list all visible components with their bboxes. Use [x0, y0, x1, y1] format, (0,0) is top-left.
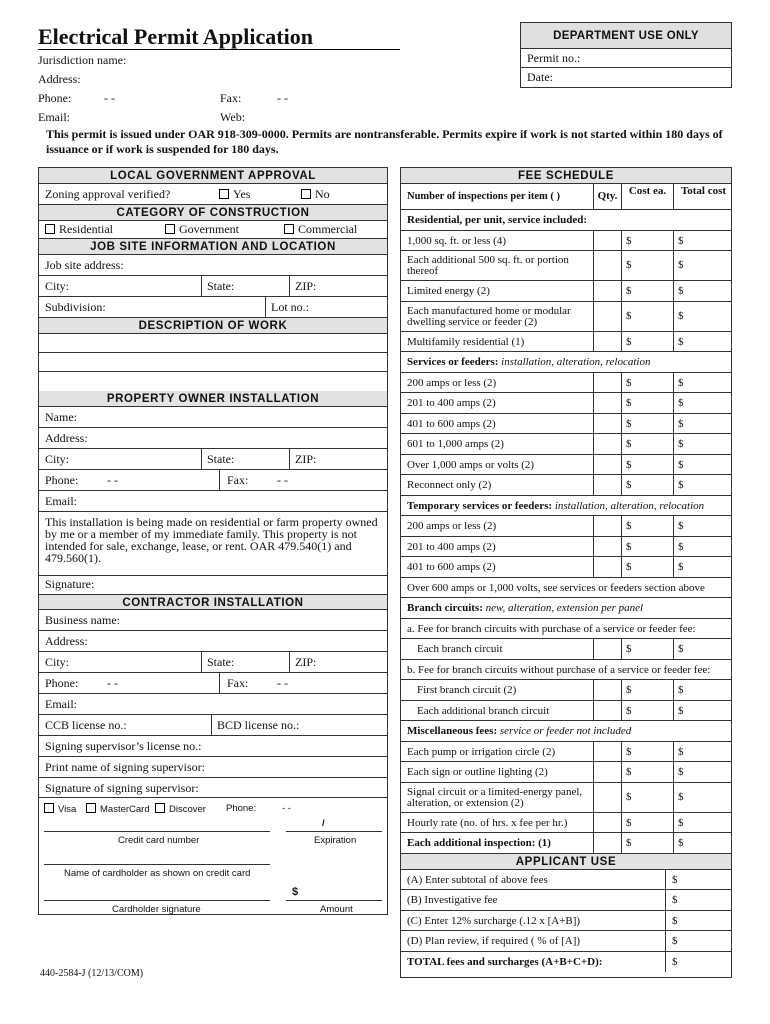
cost-field[interactable]: $: [621, 537, 673, 557]
job-city-field[interactable]: City:: [45, 279, 70, 293]
phone-dashes: - -: [104, 91, 115, 105]
owner-fax-field[interactable]: Fax:: [227, 473, 249, 487]
qty-field[interactable]: [593, 537, 621, 557]
cost-field[interactable]: $: [621, 639, 673, 659]
cost-field[interactable]: $: [621, 281, 673, 301]
contractor-phone-row: [39, 673, 387, 694]
fax-dashes: - -: [277, 91, 288, 105]
fee-row: [401, 833, 731, 854]
cost-field[interactable]: $: [621, 762, 673, 782]
fee-label: 201 to 400 amps (2): [407, 397, 496, 409]
fee-label: Reconnect only (2): [407, 479, 492, 491]
cardholder-signature-label: Cardholder signature: [112, 904, 201, 915]
contractor-phone-dashes: - -: [107, 676, 118, 690]
applicant-a-label: (A) Enter subtotal of above fees: [407, 873, 548, 886]
form-number: 440-2584-J (12/13/COM): [40, 968, 144, 979]
qty-field[interactable]: [593, 414, 621, 434]
applicant-d-field[interactable]: $: [665, 931, 678, 951]
applicant-total-field[interactable]: $: [665, 952, 678, 973]
fee-row: [401, 393, 731, 414]
residential-label: Residential: [59, 222, 113, 236]
fee-label: 1,000 sq. ft. or less (4): [407, 234, 506, 247]
property-owner-installation-heading: PROPERTY OWNER INSTALLATION: [39, 391, 387, 407]
fee-row: [401, 639, 731, 660]
amount-label: Amount: [320, 904, 353, 915]
cost-field[interactable]: $: [621, 742, 673, 762]
applicant-row-b: [401, 890, 731, 911]
government-label: Government: [179, 222, 239, 236]
permit-no-field[interactable]: Permit no.:: [521, 49, 731, 68]
job-city-row: [39, 276, 387, 297]
subdivision-field[interactable]: Subdivision:: [45, 300, 106, 314]
subdivision-row: [39, 297, 387, 318]
applicant-d-label: (D) Plan review, if required ( % of [A]): [407, 935, 581, 947]
applicant-b-label: (B) Investigative fee: [407, 894, 498, 906]
signature-supervisor-field[interactable]: Signature of signing supervisor:: [45, 781, 199, 795]
fee-label: Each pump or irrigation circle (2): [407, 745, 556, 758]
card-phone-label: Phone:: [226, 803, 257, 814]
branch-heading: [401, 598, 731, 619]
job-state-field[interactable]: State:: [207, 279, 235, 293]
jurisdiction-label: Jurisdiction name:: [38, 53, 127, 67]
cost-field[interactable]: $: [621, 434, 673, 454]
qty-field[interactable]: [593, 639, 621, 659]
owner-phone-field[interactable]: Phone:: [45, 473, 79, 487]
card-phone-dashes: - -: [282, 803, 291, 814]
fee-row: [401, 475, 731, 496]
fee-schedule: [400, 167, 732, 978]
cost-field[interactable]: $: [621, 516, 673, 536]
total-field[interactable]: $: [673, 434, 733, 454]
email-label: Email:: [38, 110, 70, 124]
fee-columns-header: [401, 184, 731, 210]
no-label: No: [315, 187, 330, 201]
fee-row: [401, 783, 731, 813]
misc-heading: [401, 721, 731, 742]
cardholder-signature-line[interactable]: [44, 900, 270, 901]
qty-field[interactable]: [593, 701, 621, 721]
web-label: Web:: [220, 110, 246, 124]
fee-label: Over 1,000 amps or volts (2): [407, 458, 535, 471]
contractor-state-field[interactable]: State:: [207, 655, 235, 669]
fee-schedule-heading: FEE SCHEDULE: [401, 168, 731, 184]
qty-field[interactable]: [593, 833, 621, 853]
branch-heading-sub: new, alteration, extension per panel: [485, 602, 644, 614]
residential-option[interactable]: [45, 221, 113, 238]
total-field[interactable]: $: [673, 231, 733, 251]
total-field[interactable]: $: [673, 332, 733, 352]
branch-a-label: a. Fee for branch circuits with purchase of a service or feeder fee:: [401, 619, 731, 640]
expiration-label: Expiration: [314, 835, 357, 846]
amount-line[interactable]: [286, 900, 382, 901]
owner-address-field[interactable]: Address:: [39, 428, 387, 449]
total-field[interactable]: $: [673, 680, 733, 700]
fee-label: Each branch circuit: [417, 643, 503, 655]
cost-field[interactable]: $: [621, 783, 673, 812]
cost-field[interactable]: $: [621, 833, 673, 853]
qty-field[interactable]: [593, 281, 621, 301]
phone-label: Phone:: [38, 91, 72, 105]
commercial-option[interactable]: [284, 221, 357, 238]
applicant-a-field[interactable]: $: [665, 870, 678, 890]
ccb-license-field[interactable]: CCB license no.:: [45, 718, 127, 732]
expiration-line[interactable]: [286, 831, 382, 832]
yes-label: Yes: [233, 187, 251, 201]
cost-field[interactable]: $: [621, 813, 673, 833]
no-checkbox[interactable]: [301, 189, 311, 199]
description-line[interactable]: [39, 372, 387, 391]
qty-field[interactable]: [593, 742, 621, 762]
owner-name-field[interactable]: Name:: [39, 407, 387, 428]
cost-field[interactable]: $: [621, 393, 673, 413]
fee-label: Multifamily residential (1): [407, 335, 525, 348]
temporary-note: Over 600 amps or 1,000 volts, see services or feeders section above: [401, 578, 731, 599]
fee-label: Each manufactured home or modular dwelling service or feeder (2): [407, 305, 571, 328]
qty-field[interactable]: [593, 302, 621, 331]
fee-row: [401, 231, 731, 252]
col-qty-label: Qty.: [593, 184, 621, 209]
qty-field[interactable]: [593, 231, 621, 251]
qty-field[interactable]: [593, 475, 621, 495]
business-name-field[interactable]: Business name:: [39, 610, 387, 631]
job-site-address-field[interactable]: Job site address:: [39, 255, 387, 276]
applicant-use-heading: APPLICANT USE: [401, 854, 731, 870]
commercial-label: Commercial: [298, 222, 358, 236]
temporary-heading: [401, 496, 731, 517]
lot-no-field[interactable]: Lot no.:: [271, 300, 309, 314]
fee-row: [401, 557, 731, 578]
qty-field[interactable]: [593, 251, 621, 280]
qty-field[interactable]: [593, 434, 621, 454]
cost-field[interactable]: $: [621, 680, 673, 700]
contractor-fax-field[interactable]: Fax:: [227, 676, 249, 690]
qty-field[interactable]: [593, 393, 621, 413]
applicant-row-total: [401, 952, 731, 973]
department-use-box: [520, 22, 732, 88]
total-field[interactable]: $: [673, 373, 733, 393]
applicant-total-label: TOTAL fees and surcharges (A+B+C+D):: [407, 955, 603, 968]
total-field[interactable]: $: [673, 455, 733, 475]
owner-email-field[interactable]: Email:: [39, 491, 387, 512]
total-field[interactable]: $: [673, 639, 733, 659]
cc-number-line[interactable]: [44, 831, 270, 832]
fee-label: 200 amps or less (2): [407, 520, 497, 532]
fee-label: 401 to 600 amps (2): [407, 561, 496, 573]
signing-supervisor-license-field[interactable]: Signing supervisor’s license no.:: [39, 736, 387, 757]
contractor-fax-dashes: - -: [277, 676, 288, 690]
fee-label: 201 to 400 amps (2): [407, 540, 496, 553]
contractor-city-row: [39, 652, 387, 673]
total-field[interactable]: $: [673, 833, 733, 853]
cardholder-name-line[interactable]: [44, 864, 270, 865]
total-field[interactable]: $: [673, 762, 733, 782]
fee-label: Each additional 500 sq. ft. or portion thereof: [407, 255, 569, 277]
yes-checkbox[interactable]: [219, 189, 229, 199]
description-line[interactable]: [39, 353, 387, 372]
visa-checkbox[interactable]: [44, 803, 54, 813]
cost-field[interactable]: $: [621, 302, 673, 331]
fee-row: [401, 742, 731, 763]
mastercard-checkbox[interactable]: [86, 803, 96, 813]
cc-number-label: Credit card number: [118, 835, 200, 846]
qty-field[interactable]: [593, 332, 621, 352]
total-field[interactable]: $: [673, 813, 733, 833]
zoning-label: Zoning approval verified?: [45, 187, 171, 201]
qty-field[interactable]: [593, 557, 621, 577]
col-cost-label: Cost ea.: [621, 184, 673, 209]
commercial-checkbox[interactable]: [284, 224, 294, 234]
fee-label: First branch circuit (2): [417, 684, 517, 696]
misc-heading-label: Miscellaneous fees:: [407, 725, 498, 737]
total-field[interactable]: $: [673, 281, 733, 301]
fax-label: Fax:: [220, 91, 242, 105]
total-field[interactable]: $: [673, 393, 733, 413]
fee-row: [401, 701, 731, 722]
misc-heading-sub: service or feeder not included: [499, 725, 632, 737]
services-heading-sub: installation, alteration, relocation: [501, 356, 651, 368]
total-field[interactable]: $: [673, 537, 733, 557]
title-rule: [38, 49, 400, 50]
owner-statement: This installation is being made on residential or farm property owned by me or a member of my immediate family. This property is not intended for sale, exchange, lease, or rent. OAR 479.540(1) and 479.560(1).: [39, 512, 387, 576]
zoning-row: [39, 184, 387, 205]
total-field[interactable]: $: [673, 783, 733, 812]
owner-phone-row: [39, 470, 387, 491]
contractor-phone-field[interactable]: Phone:: [45, 676, 79, 690]
branch-heading-label: Branch circuits:: [407, 602, 483, 614]
services-heading-label: Services or feeders:: [407, 356, 499, 368]
fee-row: [401, 813, 731, 834]
fee-row: [401, 516, 731, 537]
qty-field[interactable]: [593, 455, 621, 475]
total-field[interactable]: $: [673, 557, 733, 577]
department-use-heading: DEPARTMENT USE ONLY: [521, 23, 731, 49]
owner-state-field[interactable]: State:: [207, 452, 235, 466]
fee-row: [401, 455, 731, 476]
fee-row: [401, 537, 731, 558]
zoning-no-option[interactable]: [301, 184, 330, 204]
total-field[interactable]: $: [673, 251, 733, 280]
qty-field[interactable]: [593, 813, 621, 833]
applicant-row-d: [401, 931, 731, 952]
date-field[interactable]: Date:: [527, 70, 553, 84]
services-heading: [401, 352, 731, 373]
fee-label: Signal circuit or a limited-energy panel, alteration, or extension (2): [407, 786, 583, 809]
fee-row: [401, 434, 731, 455]
total-field[interactable]: $: [673, 302, 733, 331]
government-checkbox[interactable]: [165, 224, 175, 234]
fee-label: Limited energy (2): [407, 285, 490, 297]
cost-field[interactable]: $: [621, 557, 673, 577]
owner-signature-field[interactable]: Signature:: [45, 577, 95, 591]
contractor-address-field[interactable]: Address:: [39, 631, 387, 652]
cost-field[interactable]: $: [621, 455, 673, 475]
total-field[interactable]: $: [673, 701, 733, 721]
cost-field[interactable]: $: [621, 231, 673, 251]
discover-label: Discover: [169, 804, 206, 815]
applicant-row-c: [401, 911, 731, 932]
contractor-zip-field[interactable]: ZIP:: [295, 655, 317, 669]
temporary-heading-label: Temporary services or feeders:: [407, 499, 553, 512]
residential-heading: Residential, per unit, service included:: [401, 210, 731, 231]
col-item-label: Number of inspections per item ( ): [407, 191, 561, 202]
license-row: [39, 715, 387, 736]
contractor-city-field[interactable]: City:: [45, 655, 70, 669]
local-government-approval-heading: LOCAL GOVERNMENT APPROVAL: [39, 168, 387, 184]
fee-label: Each additional inspection: (1): [407, 837, 551, 849]
owner-city-row: [39, 449, 387, 470]
payment-block: [38, 797, 388, 915]
expiration-slash: /: [322, 818, 325, 829]
col-total-label: Total cost: [673, 184, 733, 209]
fee-row: [401, 251, 731, 281]
fee-label: Each sign or outline lighting (2): [407, 766, 548, 778]
cost-field[interactable]: $: [621, 332, 673, 352]
qty-field[interactable]: [593, 680, 621, 700]
owner-zip-field[interactable]: ZIP:: [295, 452, 317, 466]
cost-field[interactable]: $: [621, 475, 673, 495]
fee-row: [401, 281, 731, 302]
fee-row: [401, 680, 731, 701]
qty-field[interactable]: [593, 783, 621, 812]
visa-label: Visa: [58, 804, 77, 815]
description-line[interactable]: [39, 334, 387, 353]
cost-field[interactable]: $: [621, 414, 673, 434]
category-row: [39, 221, 387, 239]
applicant-b-field[interactable]: $: [665, 890, 678, 910]
discover-option[interactable]: [155, 803, 206, 815]
job-site-heading: JOB SITE INFORMATION AND LOCATION: [39, 239, 387, 255]
fee-label: Each additional branch circuit: [417, 704, 550, 717]
bcd-license-field[interactable]: BCD license no.:: [217, 718, 300, 732]
fee-row: [401, 302, 731, 332]
cost-field[interactable]: $: [621, 251, 673, 280]
total-field[interactable]: $: [673, 742, 733, 762]
total-field[interactable]: $: [673, 414, 733, 434]
mastercard-label: MasterCard: [100, 804, 150, 815]
job-zip-field[interactable]: ZIP:: [295, 279, 317, 293]
residential-checkbox[interactable]: [45, 224, 55, 234]
cardholder-name-label: Name of cardholder as shown on credit card: [64, 868, 251, 879]
fee-label: 200 amps or less (2): [407, 376, 497, 389]
page-title: Electrical Permit Application: [38, 24, 313, 49]
cost-field[interactable]: $: [621, 373, 673, 393]
zoning-yes-option[interactable]: [219, 184, 250, 204]
category-of-construction-heading: CATEGORY OF CONSTRUCTION: [39, 205, 387, 221]
cost-field[interactable]: $: [621, 701, 673, 721]
mastercard-option[interactable]: [86, 803, 150, 815]
owner-city-field[interactable]: City:: [45, 452, 70, 466]
permit-notice: This permit is issued under OAR 918-309-0000. Permits are nontransferable. Permits expire if work is not started within 180 days of issuance or if work is suspended for 180 days.: [46, 127, 723, 156]
applicant-c-field[interactable]: $: [665, 911, 678, 931]
visa-option[interactable]: [44, 803, 76, 815]
applicant-row-a: [401, 870, 731, 891]
contractor-email-field[interactable]: Email:: [39, 694, 387, 715]
fee-label: Hourly rate (no. of hrs. x fee per hr.): [407, 816, 568, 829]
fee-row: [401, 762, 731, 783]
fee-row: [401, 414, 731, 435]
applicant-c-label: (C) Enter 12% surcharge (.12 x [A+B]): [407, 914, 581, 927]
fee-label: 601 to 1,000 amps (2): [407, 438, 504, 450]
qty-field[interactable]: [593, 762, 621, 782]
qty-field[interactable]: [593, 373, 621, 393]
total-field[interactable]: $: [673, 516, 733, 536]
fee-row: [401, 373, 731, 394]
discover-checkbox[interactable]: [155, 803, 165, 813]
address-label: Address:: [38, 72, 81, 86]
branch-b-label: b. Fee for branch circuits without purchase of a service or feeder fee:: [401, 660, 731, 681]
government-option[interactable]: [165, 221, 239, 238]
temporary-heading-sub: installation, alteration, relocation: [554, 499, 705, 512]
description-of-work-heading: DESCRIPTION OF WORK: [39, 318, 387, 334]
amount-dollar: $: [292, 886, 299, 898]
fee-row: [401, 332, 731, 353]
contractor-installation-heading: CONTRACTOR INSTALLATION: [39, 594, 387, 610]
owner-phone-dashes: - -: [107, 473, 118, 487]
total-field[interactable]: $: [673, 475, 733, 495]
qty-field[interactable]: [593, 516, 621, 536]
print-name-supervisor-field[interactable]: Print name of signing supervisor:: [39, 757, 387, 778]
owner-fax-dashes: - -: [277, 473, 288, 487]
fee-label: 401 to 600 amps (2): [407, 417, 496, 430]
